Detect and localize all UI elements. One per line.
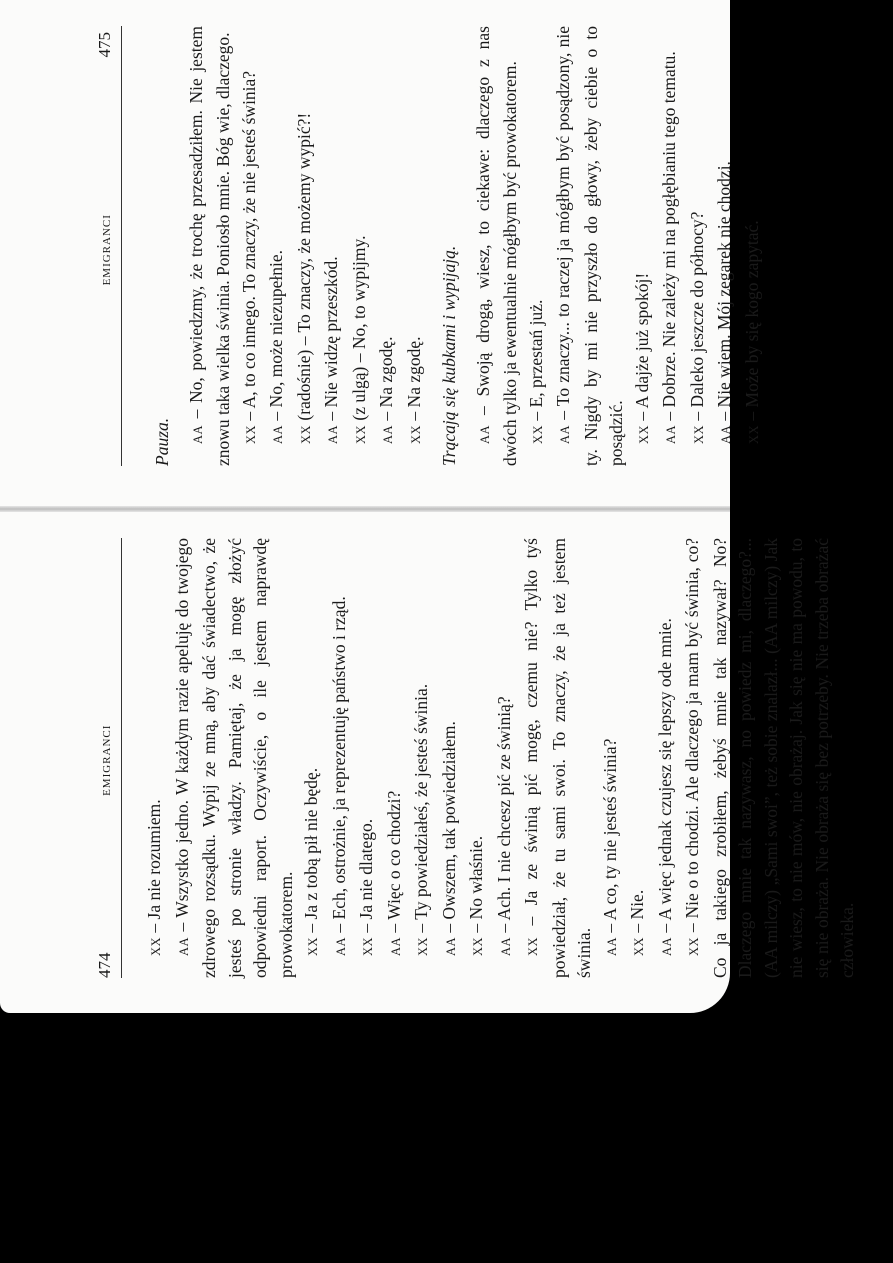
page-header [95, 538, 122, 978]
dialogue-line [437, 538, 465, 978]
dialogue-line [264, 26, 292, 466]
speaker-name: AA [477, 424, 492, 444]
dialogue-block [471, 26, 768, 466]
speaker-name: XX [691, 424, 706, 444]
line-text: – Więc o co chodzi? [383, 790, 404, 937]
speaker-name: AA [333, 936, 348, 956]
speaker-name: AA [176, 936, 191, 956]
speaker-name: AA [388, 936, 403, 956]
line-text: – Swoją drogą, wiesz, to ciekawe: dlaczego z nas dwóch tylko ja ewentualnie mógłbym być prowokatorem. [472, 26, 520, 466]
dialogue-line [471, 26, 524, 466]
speaker-name: XX [471, 936, 485, 956]
speaker-name: AA [604, 936, 619, 956]
speaker-name: AA [664, 424, 678, 444]
dialogue-line [492, 538, 520, 978]
speaker-name: XX [361, 936, 375, 956]
line-text: – Ty powiedziałeś, że jesteś świnia. [411, 683, 431, 937]
speaker-name: XX [746, 424, 761, 444]
dialogue-line [464, 538, 492, 978]
dialogue-line [680, 538, 861, 978]
line-text: – A, to co innego. To znaczy, że nie jesteś świnia? [238, 70, 259, 425]
speaker-name: AA [443, 936, 458, 956]
running-title: EMIGRANCI [101, 214, 113, 286]
dialogue-line [551, 26, 630, 466]
dialogue-line [170, 538, 300, 978]
line-text: – Nie. [627, 889, 647, 937]
line-text: – Ja ze świnią pić mogę, czemu nie? Tylko tyś powiedział, że tu sami swoi. To znaczy, że ja też jestem świnia. [521, 538, 594, 978]
dialogue-line [354, 538, 382, 978]
speaker-name: AA [190, 424, 205, 444]
line-text: – No, może niezupełnie. [266, 249, 286, 425]
page-header [95, 26, 122, 466]
line-text: – Na zgodę. [403, 336, 424, 425]
dialogue-line [382, 538, 410, 978]
dialogue-line [374, 26, 402, 466]
line-text: – No, powiedzmy, że trochę przesadziłem. Nie jestem znowu taka wielka świnia. Poniosło mnie. Bóg wie, dlaczego. [185, 26, 233, 466]
speaker-name: XX [353, 424, 368, 444]
line-text: – Nie widzę przeszkód. [321, 256, 341, 425]
speaker-name: XX [243, 424, 258, 444]
dialogue-line [625, 538, 653, 978]
line-text: (z ulgą) – No, to wypijmy. [348, 235, 369, 425]
stage-direction: Pauza. [152, 417, 172, 466]
line-text: – Owszem, tak powiedziałem. [438, 721, 459, 937]
line-text: – A co, ty nie jesteś świnia? [599, 738, 620, 937]
speaker-name: AA [381, 424, 395, 444]
speaker-name: XX [632, 936, 646, 956]
dialogue-line [598, 538, 626, 978]
speaker-name: XX [408, 424, 423, 444]
speaker-name: AA [326, 424, 340, 444]
dialogue-line [685, 26, 713, 466]
page-text [122, 26, 767, 466]
speaker-name: AA [271, 424, 285, 444]
speaker-name: XX [526, 936, 540, 956]
line-text: – Nie o to chodzi. Ale dlaczego ja mam być świnia, co? Co ja takiego zrobiłem, żebyś mnie tak nazywał? No? Dlaczego mnie tak nazywasz, no powiedz mi, dlaczego?... (AA milczy) „Sami swoi”, też sobie znalazł... (AA milczy) Jak nie wiesz, to nie mów, nie obrażaj. Jak się nie ma powodu, to się nie obraża. Nie obraża się bez potrzeby. Nie trzeba obrażać człowieka. [682, 538, 857, 978]
speaker-name: XX [298, 424, 313, 444]
book-spine [0, 506, 730, 512]
speaker-name: AA [719, 424, 733, 444]
line-text: – Ja nie rozumiem. [144, 799, 164, 937]
page-text [122, 538, 861, 978]
line-text: – Nie wiem. Mój zegarek nie chodzi. [714, 161, 734, 425]
dialogue-line [292, 26, 320, 466]
dialogue-line [184, 26, 237, 466]
page-475 [95, 26, 775, 466]
speaker-name: XX [306, 936, 320, 956]
dialogue-line [740, 26, 768, 466]
line-text: – A więc jednak czujesz się lepszy ode mnie. [654, 618, 675, 937]
dialogue-line [519, 538, 598, 978]
speaker-name: XX [416, 936, 430, 956]
line-text: – Na zgodę. [376, 336, 396, 425]
dialogue-line [319, 26, 347, 466]
line-text: – Wszystko jedno. W każdym razie apeluję do twojego zdrowego rozsądku. Wypij ze mną, aby dać świadectwo, że jesteś po stronie władzy. Pamiętaj, że ja mogę złożyć odpowiedni raport. Oczywiście, o ile jestem naprawdę prowokatorem. [171, 538, 296, 978]
line-text: – To znaczy... to raczej ja mógłbym być posądzony, nie ty. Nigdy by mi nie przyszło do głowy, żeby ciebie o to posądzić. [553, 26, 626, 466]
dialogue-line [524, 26, 552, 466]
line-text: – Ach. I nie chcesz pić ze świnią? [493, 696, 514, 937]
dialogue-line [409, 538, 437, 978]
line-text: – Daleko jeszcze do północy? [686, 211, 707, 425]
dialogue-line [657, 26, 685, 466]
dialogue-line [327, 538, 355, 978]
line-text: – E, przestań już. [525, 299, 546, 425]
speaker-name: XX [687, 936, 701, 956]
dialogue-block [184, 26, 430, 466]
page-474 [95, 538, 857, 978]
dialogue-line [630, 26, 658, 466]
speaker-name: AA [498, 936, 513, 956]
speaker-name: XX [636, 424, 651, 444]
dialogue-line [237, 26, 265, 466]
speaker-name: XX [149, 936, 163, 956]
line-text: – Może by się kogo zapytać. [741, 220, 762, 425]
dialogue-line [402, 26, 430, 466]
line-text: – Ech, ostrożnie, ja reprezentuję państwo i rząd. [328, 596, 349, 937]
dialogue-line [142, 538, 170, 978]
dialogue-line [712, 26, 740, 466]
line-text: – Ja nie dlatego. [356, 818, 376, 937]
page-number: 475 [95, 32, 114, 58]
dialogue-line [347, 26, 375, 466]
dialogue-line [299, 538, 327, 978]
line-text: (radośnie) – To znaczy, że możemy wypić?! [293, 112, 314, 425]
line-text: – Ja z tobą pił nie będę. [301, 767, 321, 937]
speaker-name: AA [659, 936, 674, 956]
speaker-name: AA [558, 424, 572, 444]
line-text: – Dobrze. Nie zależy mi na pogłębianiu tego tematu. [659, 51, 679, 425]
dialogue-line [653, 538, 681, 978]
line-text: – No właśnie. [466, 835, 486, 937]
stage-direction: Trącają się kubkami i wypijają. [439, 245, 459, 466]
page-number: 474 [95, 952, 114, 978]
running-title: EMIGRANCI [101, 724, 113, 796]
line-text: – A dajże już spokój! [631, 272, 652, 425]
speaker-name: XX [530, 424, 545, 444]
